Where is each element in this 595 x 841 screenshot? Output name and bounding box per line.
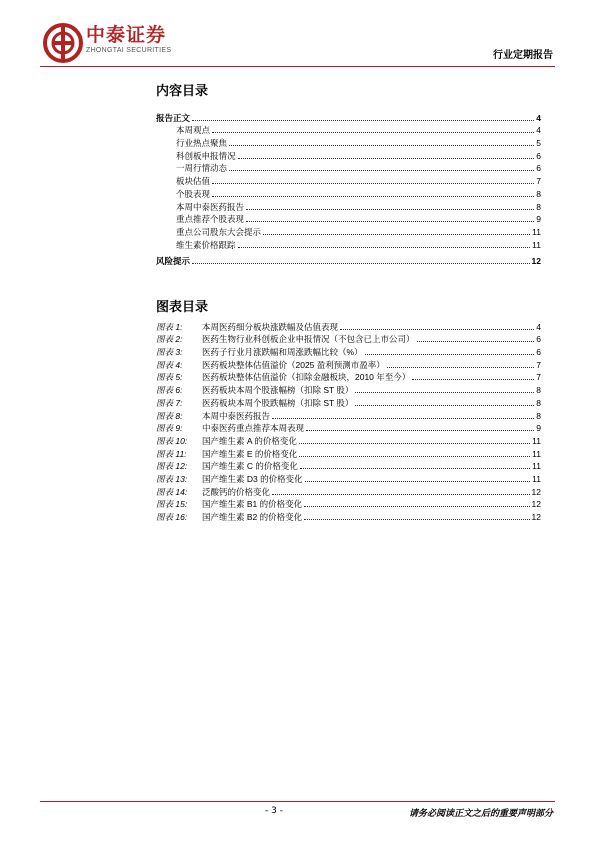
toc-page-number: 4 [536,112,541,123]
dot-leader [355,405,534,406]
dot-leader [238,158,535,159]
figure-caption: 医药板块整体估值溢价（2025 盈利预测市盈率） [202,359,385,370]
figure-caption: 本周医药细分板块涨跌幅及估值表现 [202,321,339,332]
figure-number: 图表 15: [156,499,188,510]
toc-entry-label [156,398,353,409]
toc-entry-label: 科创板申报情况 [176,150,236,161]
toc-entry-label: 板块估值 [176,176,211,187]
dot-leader [387,367,534,368]
toc-subsection-link[interactable] [156,162,541,175]
toc-entry-label: 本周观点 [176,125,211,136]
figure-number: 图表 8: [156,410,183,421]
toc-page-number: 11 [532,226,541,237]
figure-list-link[interactable] [156,333,541,346]
figure-caption: 医药板块本周个股涨幅榜（扣除 ST 股） [202,385,354,396]
toc-entry-label [156,423,304,434]
figure-list-link[interactable] [156,510,541,523]
toc-page-number: 6 [536,163,541,174]
toc-page-number: 8 [536,201,541,212]
figure-number: 图表 16: [156,512,188,522]
dot-leader [365,354,535,355]
toc-page-number: 5 [536,138,541,149]
toc-subsection-link[interactable] [156,174,541,187]
dot-leader [412,379,534,380]
figure-list-link[interactable] [156,320,541,333]
toc-page-number: 8 [536,385,541,396]
toc-entry-label: 重点公司股东大会提示 [176,226,262,237]
toc-page-number: 8 [536,188,541,199]
dot-leader [212,132,534,133]
figure-caption: 医药板块本周个股跌幅榜（扣除 ST 股） [202,397,354,408]
dot-leader [246,221,534,222]
figure-number: 图表 11: [156,448,187,459]
dot-leader [417,341,535,342]
toc-subsection-link[interactable] [156,238,541,251]
toc-page-number: 11 [532,461,541,472]
toc-page-number: 9 [536,214,541,225]
toc-page-number: 6 [536,334,541,345]
figure-list-link[interactable] [156,460,541,473]
toc-entry-label: 报告正文 [156,112,191,123]
toc-page-number: 8 [536,410,541,421]
dot-leader [306,430,534,431]
figure-list-link[interactable] [156,396,541,409]
toc-page-number: 11 [532,473,541,484]
toc-subsection-link[interactable] [156,136,541,149]
figure-caption: 国产维生素 B2 的价格变化 [202,512,303,522]
toc-entry-label [156,372,410,383]
toc-entry-label [156,436,297,447]
toc-subsection-link[interactable] [156,213,541,226]
dot-leader [340,329,534,330]
toc-section-link[interactable] [156,111,541,124]
toc-page-number: 12 [531,256,541,267]
dot-leader [355,392,534,393]
page-header [0,0,595,70]
figure-list-link[interactable] [156,358,541,371]
toc-page-number: 11 [532,448,541,459]
dot-leader [304,519,529,520]
brand-name-en: ZHONGTAI SECURITIES [86,47,172,54]
dot-leader [212,183,534,184]
dot-leader [212,196,534,197]
toc-page-number: 4 [536,321,541,332]
toc-entry-label: 重点推荐个股表现 [176,214,245,225]
figure-caption: 泛酸钙的价格变化 [202,486,271,497]
toc-entry-label [156,512,302,523]
disclaimer-text: 请务必阅读正文之后的重要声明部分 [408,809,553,819]
figures-list [156,320,541,523]
dot-leader [229,170,534,171]
dot-leader [272,494,530,495]
contents-title: 内容目录 [156,84,209,99]
figure-number: 图表 14: [156,486,188,497]
figure-number: 图表 5: [156,372,183,383]
figures-title: 图表目录 [156,300,209,315]
toc-section-link[interactable] [156,255,541,268]
figure-caption: 医药板块整体估值溢价（扣除金融板块，2010 年至今） [202,372,411,383]
figure-list-link[interactable] [156,383,541,396]
figure-number: 图表 6: [156,385,183,396]
toc-entry-label: 本周中泰医药报告 [176,201,245,212]
dot-leader [263,234,530,235]
figure-list-link[interactable] [156,371,541,384]
figure-caption: 医药生物行业科创板企业申报情况（不包含已上市公司） [202,334,415,345]
toc-entry-label [156,334,415,345]
figure-caption: 国产维生素 C 的价格变化 [202,461,298,472]
figure-number: 图表 12: [156,461,188,472]
toc-page-number: 7 [536,372,541,383]
figure-caption: 国产维生素 D3 的价格变化 [202,473,303,484]
toc-entry-label [156,461,298,472]
figure-caption: 中泰医药重点推荐本周表现 [202,423,305,434]
figure-caption: 本周中泰医药报告 [202,410,271,421]
toc-page-number: 7 [536,176,541,187]
toc-subsection-link[interactable] [156,200,541,213]
toc-entry-label [156,411,270,422]
figure-list-link[interactable] [156,434,541,447]
page-number: - 3 - [265,806,283,816]
figure-number: 图表 13: [156,473,188,484]
figure-number: 图表 4: [156,359,183,370]
figure-number: 图表 10: [156,435,188,446]
toc-entry-label [156,322,338,333]
toc-page-number: 12 [531,499,541,510]
toc-entry-label [156,474,303,485]
toc-page-number: 4 [536,125,541,136]
dot-leader [300,468,530,469]
toc-entry-label: 行业热点聚焦 [176,138,228,149]
toc-entry-label [156,385,353,396]
toc-entry-label [156,360,385,371]
toc-page-number: 6 [536,150,541,161]
dot-leader [299,443,530,444]
toc-subsection-link[interactable] [156,187,541,200]
figure-list-link[interactable] [156,485,541,498]
figure-list-link[interactable] [156,498,541,511]
toc-page-number: 8 [536,397,541,408]
header-divider [40,66,555,67]
figure-caption: 国产维生素 A 的价格变化 [202,435,297,446]
toc-entry-label: 一周行情动态 [176,163,228,174]
toc-entry-label [156,487,270,498]
toc-entry-label: 个股表现 [176,188,211,199]
toc-subsection-link[interactable] [156,124,541,137]
toc-page-number: 12 [531,486,541,497]
figure-caption: 国产维生素 B1 的价格变化 [202,499,303,510]
figure-list-link[interactable] [156,345,541,358]
dot-leader [272,418,534,419]
report-type-label: 行业定期报告 [493,50,553,61]
figure-number: 图表 9: [156,423,183,434]
dot-leader [238,247,531,248]
toc-page-number: 9 [536,423,541,434]
toc-entry-label [156,499,302,510]
figure-number: 图表 7: [156,397,183,408]
dot-leader [192,120,534,121]
dot-leader [304,506,529,507]
figure-number: 图表 1: [156,321,183,332]
toc-page-number: 6 [536,347,541,358]
brand-name-cn: 中泰证券 [86,24,167,46]
zhongtai-logo-icon [43,23,83,63]
toc-page-number: 7 [536,359,541,370]
dot-leader [229,145,534,146]
toc-page-number: 12 [531,512,541,522]
toc-entry-label: 风险提示 [156,256,191,267]
figure-number: 图表 3: [156,347,183,358]
contents-list [156,111,541,267]
toc-page-number: 11 [532,435,541,446]
figure-list-link[interactable] [156,472,541,485]
dot-leader [299,456,530,457]
toc-entry-label [156,347,363,358]
figure-number: 图表 2: [156,334,183,345]
dot-leader [192,263,530,264]
figure-list-link[interactable] [156,447,541,460]
dot-leader [246,209,534,210]
footer-divider [40,801,555,802]
toc-entry-label [156,449,297,460]
toc-subsection-link[interactable] [156,225,541,238]
toc-entry-label: 维生素价格跟踪 [176,239,236,250]
toc-subsection-link[interactable] [156,149,541,162]
dot-leader [305,481,531,482]
figure-caption: 医药子行业月涨跌幅和周涨跌幅比较（%） [202,347,363,358]
figure-caption: 国产维生素 E 的价格变化 [202,448,298,459]
figure-list-link[interactable] [156,422,541,435]
figure-list-link[interactable] [156,409,541,422]
toc-page-number: 11 [532,239,541,250]
